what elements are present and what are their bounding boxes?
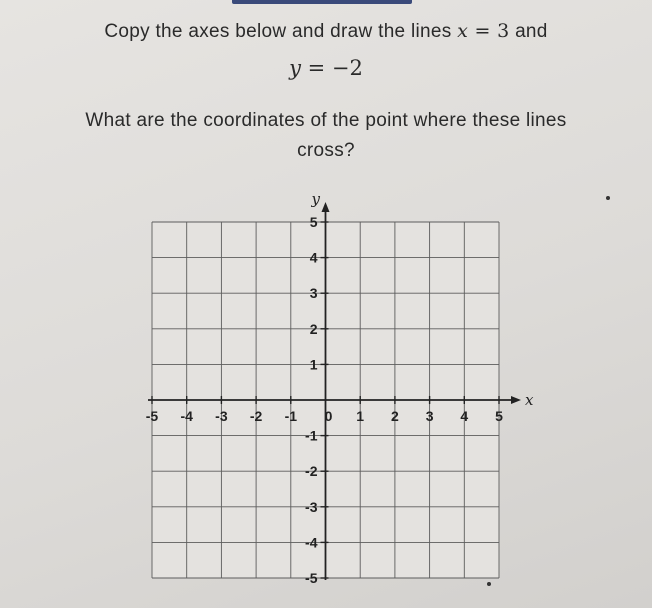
x-tick-label: 5 [495,408,503,424]
y-axis-arrow [322,202,330,212]
dot-mark [606,196,610,200]
y-tick-label: -3 [305,498,318,515]
equation-1-operator: = [468,20,498,42]
dot-mark [487,582,491,586]
equation-2-value: −2 [331,56,363,80]
y-tick-label: -2 [305,463,318,480]
x-tick-label: -1 [284,408,298,424]
y-tick-label: 4 [309,249,318,266]
x-tick-label: -5 [145,408,159,424]
y-tick-label: 3 [309,285,318,302]
question-line-3: What are the coordinates of the point where these lines [85,110,567,131]
question-text: Copy the axes below and draw the lines [104,21,458,42]
x-axis-label: x [525,391,534,409]
x-tick-label: -3 [215,408,228,424]
x-tick-label: 4 [460,408,469,424]
x-tick-label: -2 [249,408,263,424]
equation-1-variable: x [457,20,469,42]
y-tick-label: 1 [309,356,318,373]
x-axis-arrow [511,396,521,404]
equation-2-variable: y [289,56,301,80]
x-tick-label: 1 [356,408,365,424]
question-text-and: and [509,21,548,42]
y-tick-label: 2 [309,320,318,337]
question-line-4: cross? [297,140,355,161]
y-tick-label: -4 [305,534,318,551]
y-tick-label: -5 [305,570,318,586]
y-axis-label: y [311,190,320,208]
x-tick-label: 0 [324,408,333,424]
y-tick-label: -1 [305,427,318,444]
x-tick-label: -4 [180,408,193,424]
y-tick-label: 5 [309,214,318,230]
equation-1-value: 3 [497,20,510,42]
equation-2-operator: = [300,56,332,80]
x-tick-label: 2 [391,408,399,424]
x-tick-label: 3 [425,408,434,424]
